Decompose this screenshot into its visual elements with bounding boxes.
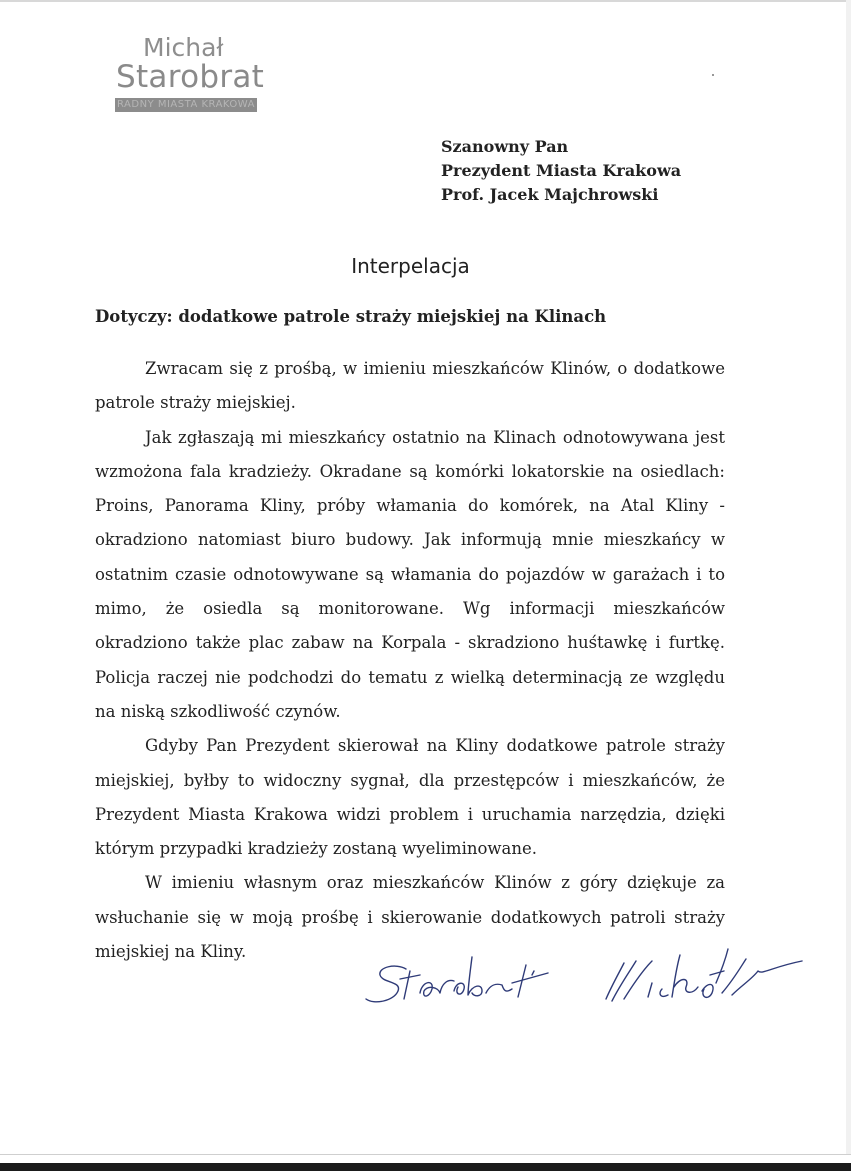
logo-last-name: Starobrat — [116, 59, 265, 95]
scan-edge-top — [0, 0, 851, 2]
scan-edge-bottom — [0, 1154, 851, 1171]
paragraph-proposal: Gdyby Pan Prezydent skierował na Kliny dodatkowe patrole straży miejskiej, byłby to widoczny sygnał, dla przestępców i mieszkańców, że Prezydent Miasta Krakowa widzi problem i uruchamia narzędzia, dzięki którym przypadki kradzieży zostaną wyeliminowane. — [95, 736, 725, 859]
councillor-logo — [112, 34, 278, 112]
subject-line: Dotyczy: dodatkowe patrole straży miejskiej na Klinach — [95, 307, 607, 326]
scan-edge-right — [846, 0, 851, 1154]
addressee-salutation: Szanowny Pan — [441, 137, 569, 156]
logo-role: RADNY MIASTA KRAKOWA — [117, 99, 255, 110]
addressee-block — [441, 135, 681, 207]
addressee-name: Prof. Jacek Majchrowski — [441, 185, 659, 204]
paragraph-closing: W imieniu własnym oraz mieszkańców Klinów z góry dziękuje za wsłuchanie się w moją prośbę i skierowanie dodatkowych patroli straży miejskiej na Kliny. — [95, 873, 725, 962]
logo-first-name: Michał — [143, 33, 224, 62]
letter-body — [95, 352, 725, 969]
paragraph-request: Zwracam się z prośbą, w imieniu mieszkańców Klinów, o dodatkowe patrole straży miejskiej. — [95, 359, 725, 413]
document-title: Interpelacja — [351, 254, 470, 278]
handwritten-signature — [362, 935, 812, 1020]
scan-speck — [712, 74, 714, 76]
paragraph-thefts: Jak zgłaszają mi mieszkańcy ostatnio na Klinach odnotowywana jest wzmożona fala kradzieży. Okradane są komórki lokatorskie na osiedlach: Proins, Panorama Kliny, próby włamania do komórek, na Atal Kliny - okradziono natomiast biuro budowy. Jak informują mnie mieszkańcy w ostatnim czasie odnotowywane są włamania do pojazdów w garażach i to mimo, że osiedla są monitorowane. Wg informacji mieszkańców okradziono także plac zabaw na Korpala - skradziono huśtawkę i furtkę. Policja raczej nie podchodzi do tematu z wielką determinacją ze względu na niską szkodliwość czynów. — [95, 427, 725, 721]
addressee-office: Prezydent Miasta Krakowa — [441, 161, 682, 180]
